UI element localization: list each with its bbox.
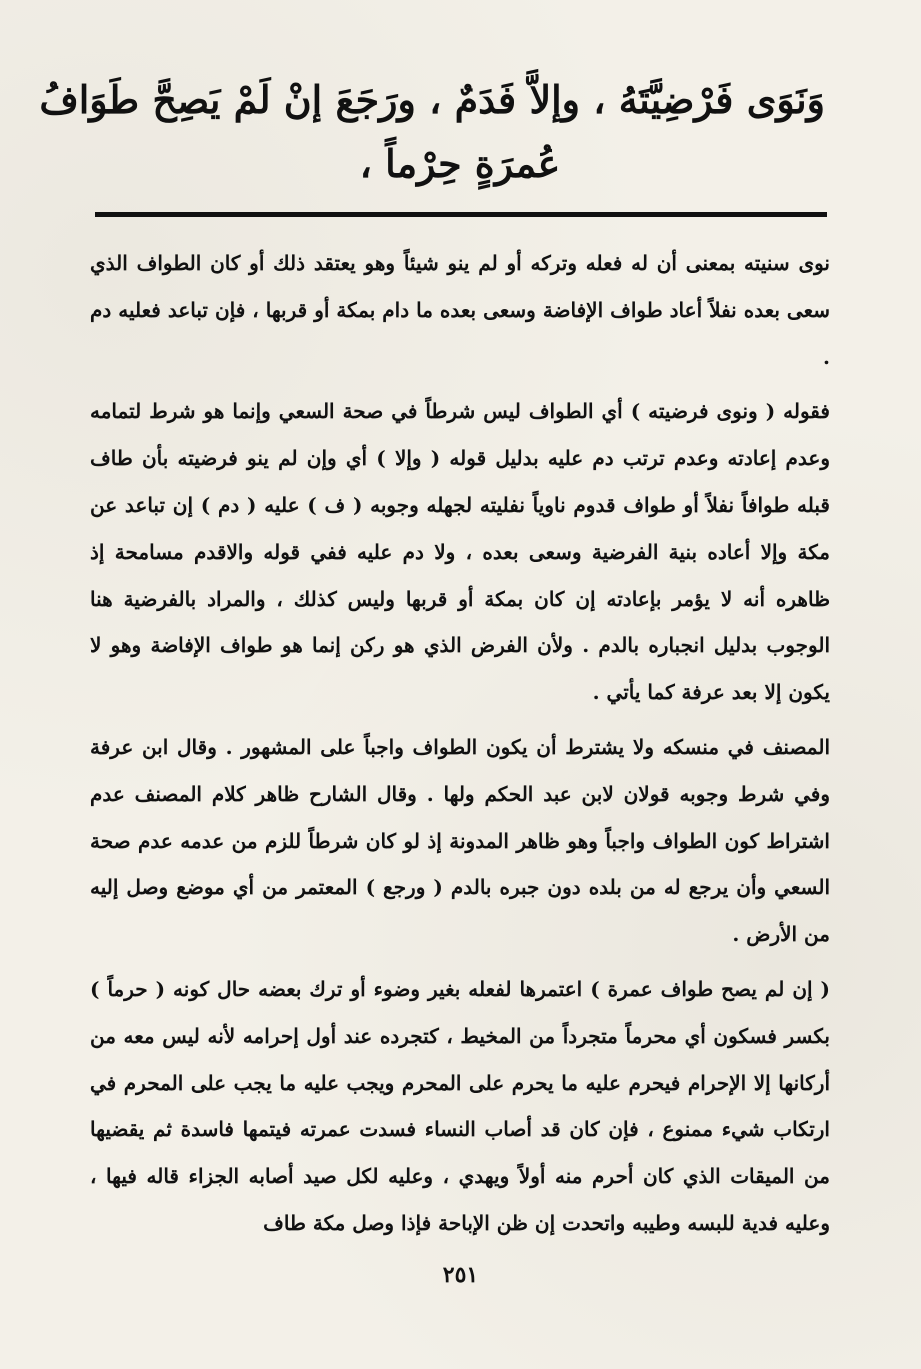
paragraph-2: فقوله ( ونوى فرضيته ) أي الطواف ليس شرطاً في صحة السعي وإنما هو شرط لتمامه وعدم إعادته وعدم ترتب دم عليه بدليل قوله ( وإلا ) أي وإن لم ينو فرضيته بأن طاف قبله طوافاً نفلاً أو طواف قدوم ناوياً نفليته لجهله وجوبه ( ف ) عليه ( دم ) إن تباعد عن مكة وإلا أعاده بنية الفرضية وسعى بعده ، ولا دم عليه ففي قوله والاقدم مسامحة إذ ظاهره أنه لا يؤمر بإعادته إن كان بمكة أو قربها وليس كذلك ، والمراد بالفرضية هنا الوجوب بدليل انجباره بالدم . ولأن الفرض الذي هو ركن إنما هو طواف الإفاضة وهو لا يكون إلا بعد عرفة كما يأتي . (90, 399, 830, 705)
page-number: ٢٥١ (442, 1262, 479, 1288)
header-divider (95, 212, 827, 217)
commentary-body (90, 240, 830, 1247)
paragraph-1: نوى سنيته بمعنى أن له فعله وتركه أو لم ينو شيئاً وهو يعتقد ذلك أو كان الطواف الذي سعى بعده نفلاً أعاد طواف الإفاضة وسعى بعده ما دام بمكة أو قربها ، فإن تباعد فعليه دم . (90, 251, 830, 369)
paragraph-3: المصنف في منسكه ولا يشترط أن يكون الطواف واجباً على المشهور . وقال ابن عرفة وفي شرط وجوبه قولان لابن عبد الحكم ولها . وقال الشارح ظاهر كلام المصنف عدم اشتراط كون الطواف واجباً وهو ظاهر المدونة إذ لو كان شرطاً للزم من عدمه عدم صحة السعي وأن يرجع له من بلده دون جبره بالدم ( ورجع ) المعتمر من أي موضع وصل إليه من الأرض . (90, 734, 830, 947)
paragraph-4: ( إن لم يصح طواف عمرة ) اعتمرها لفعله بغير وضوء أو ترك بعضه حال كونه ( حرماً ) بكسر فسكون أي محرماً متجرداً من المخيط ، كتجرده عند أول إحرامه لأنه ليس معه من أركانها إلا الإحرام فيحرم عليه ما يحرم على المحرم ويجب عليه ما يجب على المحرم في ارتكاب شيء ممنوع ، فإن كان قد أصاب النساء فسدت عمرته فيتمها فاسدة ثم يقضيها من الميقات الذي كان أحرم منه أولاً ويهدي ، وعليه لكل صيد أصابه الجزاء قاله فيها ، وعليه فدية للبسه وطيبه واتحدت إن ظن الإباحة فإذا وصل مكة طاف (90, 976, 830, 1235)
matn-line-2: عُمرَةٍ حِرْماً ، (359, 141, 561, 186)
matn-line-1: وَنَوَى فَرْضِيَّتَهُ ، وإلاَّ فَدَمٌ ، ورَجَعَ إنْ لَمْ يَصِحَّ طَوَافُ (39, 77, 825, 122)
matn-header (39, 72, 825, 192)
